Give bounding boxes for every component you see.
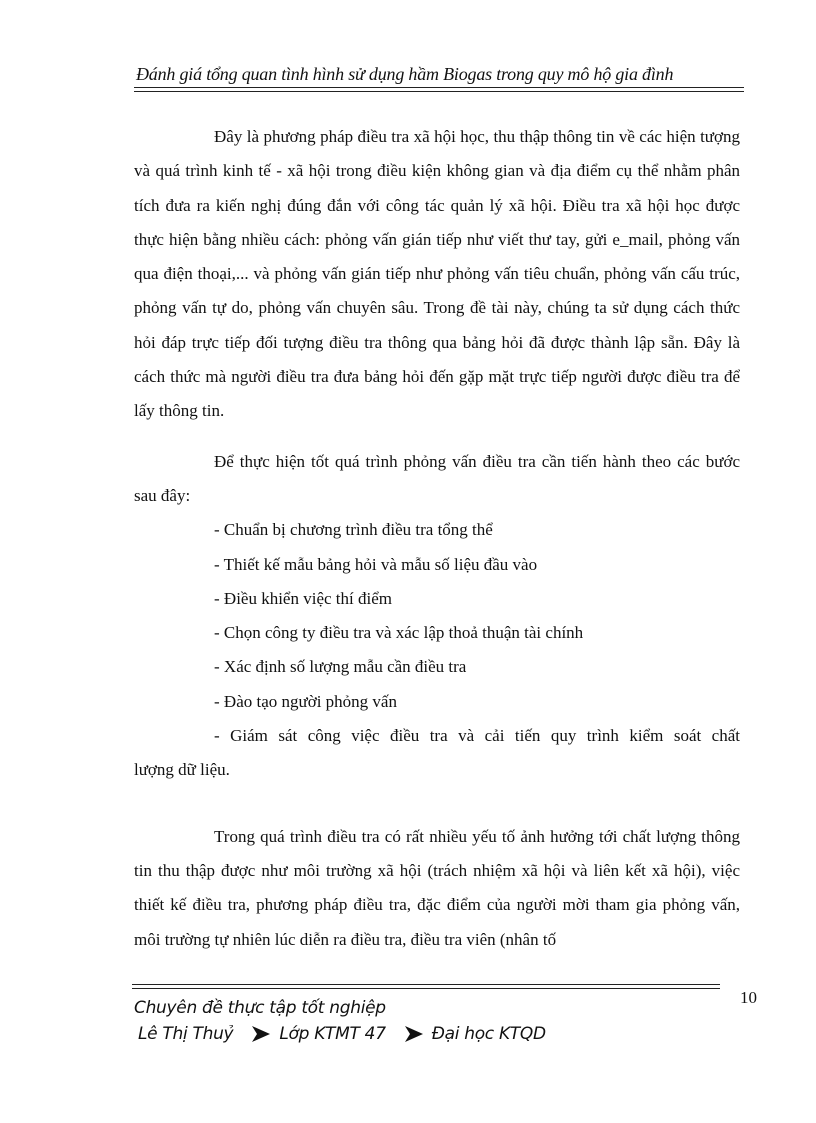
step-item: - Đào tạo người phỏng vấn bbox=[214, 691, 397, 711]
step-item: - Chọn công ty điều tra và xác lập thoả thuận tài chính bbox=[214, 623, 584, 643]
footer-school: Đại học KTQD bbox=[431, 1024, 546, 1044]
step-item: - Điều khiển việc thí điểm bbox=[214, 588, 392, 608]
step-item: - Xác định số lượng mẫu cần điều tra bbox=[214, 657, 467, 677]
document-body bbox=[134, 120, 740, 957]
right-arrowhead-icon bbox=[404, 1025, 424, 1043]
footer-author-line bbox=[138, 1024, 546, 1044]
step-item-last: - Giám sát công việc điều tra và cải tiến quy trình kiểm soát chất bbox=[214, 726, 740, 746]
step-item-last-continuation: lượng dữ liệu. bbox=[134, 760, 230, 780]
header-rule bbox=[134, 87, 744, 88]
step-item: - Thiết kế mẫu bảng hỏi và mẫu số liệu đầu vào bbox=[214, 554, 538, 574]
paragraph-survey-method: Đây là phương pháp điều tra xã hội học, thu thập thông tin về các hiện tượng và quá trình kinh tế - xã hội trong điều kiện không gian và địa điểm cụ thể nhằm phân tích đưa ra kiến nghị đúng đắn với công tác quản lý xã hội. Điều tra xã hội học được thực hiện bằng nhiều cách: phỏng vấn gián tiếp như viết thư tay, gửi e_mail, phỏng vấn qua điện thoại,... và phỏng vấn gián tiếp như phỏng vấn tiêu chuẩn, phỏng vấn cấu trúc, phỏng vấn tự do, phỏng vấn chuyên sâu. Trong đề tài này, chúng ta sử dụng cách thức hỏi đáp trực tiếp đối tượng điều tra thông qua bảng hỏi đã được thành lập sẵn. Đây là cách thức mà người điều tra đưa bảng hỏi đến gặp mặt trực tiếp người được điều tra để lấy thông tin. bbox=[134, 127, 740, 421]
step-item: - Chuẩn bị chương trình điều tra tổng thể bbox=[214, 520, 493, 540]
header-title: Đánh giá tổng quan tình hình sử dụng hầm Biogas trong quy mô hộ gia đình bbox=[136, 64, 674, 84]
footer-class: Lớp KTMT 47 bbox=[279, 1024, 386, 1044]
footer-rule-secondary bbox=[132, 988, 720, 989]
footer-author: Lê Thị Thuỷ bbox=[138, 1024, 234, 1044]
paragraph-influencing-factors: Trong quá trình điều tra có rất nhiều yếu tố ảnh hưởng tới chất lượng thông tin thu thập được như môi trường xã hội (trách nhiệm xã hội và liên kết xã hội), việc thiết kế điều tra, phương pháp điều tra, đặc điểm của người mời tham gia phỏng vấn, môi trường tự nhiên lúc diễn ra điều tra, điều tra viên (nhân tố bbox=[134, 826, 740, 949]
header-rule-secondary bbox=[134, 91, 744, 92]
footer-rule bbox=[132, 984, 720, 985]
footer-thesis-label: Chuyên đề thực tập tốt nghiệp bbox=[134, 998, 386, 1018]
right-arrowhead-icon bbox=[251, 1025, 271, 1043]
page-number: 10 bbox=[740, 988, 757, 1007]
steps-list bbox=[134, 513, 740, 753]
paragraph-steps-intro: Để thực hiện tốt quá trình phỏng vấn điều tra cần tiến hành theo các bước sau đây: bbox=[134, 451, 740, 505]
